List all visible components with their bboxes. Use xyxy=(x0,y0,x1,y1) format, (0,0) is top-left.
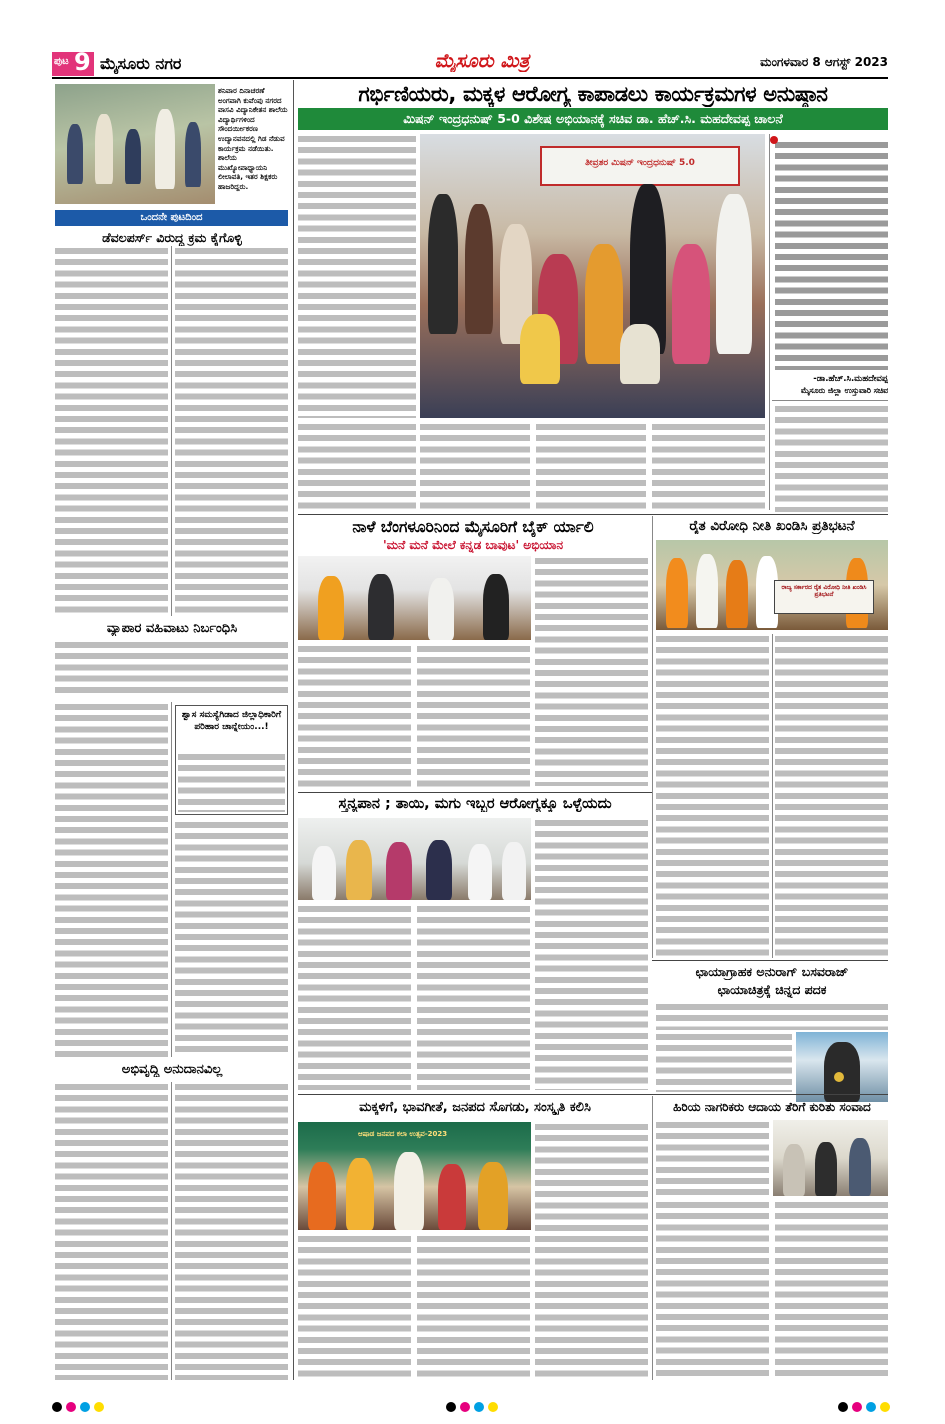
lead-intro-body xyxy=(298,134,416,418)
bike-rally-headline: ನಾಳೆ ಬೆಂಗಳೂರಿನಿಂದ ಮೈಸೂರಿಗೆ ಬೈಕ್ ರ್ಯಾಲಿ xyxy=(352,518,594,536)
left-story-2-body-col1 xyxy=(55,702,168,1057)
left-story-2-body-col2 xyxy=(175,820,288,1057)
registration-marks-center xyxy=(446,1402,498,1412)
left-story-2-body xyxy=(55,640,288,698)
bike-rally-body-col3 xyxy=(535,556,648,786)
registration-dot xyxy=(852,1402,862,1412)
left-headline-3: ಅಭಿವೃದ್ಧಿ ಅನುದಾನವಿಲ್ಲ xyxy=(121,1062,223,1077)
left-story-3-body-col1 xyxy=(55,1082,168,1380)
section-title: ಮೈಸೂರು ನಗರ xyxy=(100,54,182,73)
quote-signature: -ಡಾ.ಹೆಚ್.ಸಿ.ಮಹದೇವಪ್ಪ xyxy=(813,374,888,384)
breastfeeding-body-col3 xyxy=(535,818,648,1090)
children-event-banner: ಆಷಾಡ ಜನಪದ ಕಲಾ ಉತ್ಸವ-2023 xyxy=(358,1130,448,1138)
left-story-1-body xyxy=(55,246,168,616)
farmer-protest-photo xyxy=(656,540,888,630)
school-photo-caption: ಶನಿವಾರ ದಿನಾಚರಣೆ ಅಂಗವಾಗಿ ಕುವೆಂಪು ನಗರದ ವಾಸವಿ ವಿದ್ಯಾನಿಕೇತನ ಶಾಲೆಯ ವಿದ್ಯಾರ್ಥಿಗಳಿಂದ ಸೌಂದರ್ಯೀಕರಣ ಉದ್ಯಾನವನದಲ್ಲಿ ಗಿಡ ನೆಡುವ ಕಾರ್ಯಕ್ರಮ ನಡೆಯಿತು. ಶಾಲೆಯ ಮುಖ್ಯೋಪಾಧ್ಯಾಯನಿ ಲೀಲಾವತಿ, ಇತರ ಶಿಕ್ಷಕರು ಹಾಜರಿದ್ದರು. xyxy=(218,86,288,191)
children-event-body-col3 xyxy=(535,1122,648,1380)
registration-dot xyxy=(880,1402,890,1412)
senior-citizens-headline: ಹಿರಿಯ ನಾಗರಿಕರು ಆದಾಯ ತೆರಿಗೆ ಕುರಿತು ಸಂವಾದ xyxy=(673,1100,871,1114)
registration-dot xyxy=(66,1402,76,1412)
lead-photo xyxy=(420,134,765,418)
children-event-headline: ಮಕ್ಕಳಿಗೆ, ಭಾವಗೀತೆ, ಜನಪದ ಸೊಗಡು, ಸಂಸ್ಕೃತಿ ಕಲಿಸಿ xyxy=(359,1100,591,1115)
farmer-protest-body-col1 xyxy=(656,634,769,958)
farmer-protest-body-col2 xyxy=(775,634,888,958)
farmer-protest-banner: ರಾಜ್ಯ ಸರ್ಕಾರದ ರೈತ ವಿರೋಧಿ ನೀತಿ ಖಂಡಿಸಿ ಪ್ರತಿಭಟನೆ xyxy=(781,584,867,598)
children-event-body-col1 xyxy=(298,1234,411,1380)
page-number: 9 xyxy=(74,48,91,76)
breastfeeding-body-col2 xyxy=(417,904,530,1090)
photographer-headline-2: ಛಾಯಾಚಿತ್ರಕ್ಕೆ ಚಿನ್ನದ ಪದಕ xyxy=(717,982,827,997)
lead-body-col4 xyxy=(652,422,765,512)
registration-dot xyxy=(446,1402,456,1412)
registration-dot xyxy=(94,1402,104,1412)
registration-dot xyxy=(460,1402,470,1412)
photographer-body-col1 xyxy=(656,1032,792,1092)
registration-dot xyxy=(474,1402,484,1412)
inset-box-title: ಶ್ವಾಸ ಸಮಸ್ಯೆಗಿಡಾದ ಜಿಲ್ಲಾಧಿಕಾರಿಗೆ ಪರಿಹಾರ ಚಾನ್ನೇಯಂ...! xyxy=(181,710,282,732)
left-story-3-body-col2 xyxy=(175,1082,288,1380)
registration-dot xyxy=(866,1402,876,1412)
left-headline-1: ಡೆವಲಪರ್ಸ್ ವಿರುದ್ಧ ಕ್ರಮ ಕೈಗೊಳ್ಳಿ xyxy=(102,230,242,245)
senior-citizens-body-col3 xyxy=(775,1200,888,1380)
quote-mark-icon xyxy=(770,136,778,144)
photographer-headline-1: ಛಾಯಾಗ್ರಾಹಕ ಅನುರಾಗ್ ಬಸವರಾಜ್ xyxy=(695,964,849,979)
bike-rally-tagline: 'ಮನೆ ಮನೆ ಮೇಲೆ ಕನ್ನಡ ಬಾವುಟ' ಅಭಿಯಾನ xyxy=(382,538,564,552)
lead-quote-body xyxy=(775,140,888,370)
children-event-photo xyxy=(298,1122,531,1230)
photographer-body xyxy=(656,1002,888,1030)
lead-headline: ಗರ್ಭಿಣಿಯರು, ಮಕ್ಕಳ ಆರೋಗ್ಯ ಕಾಪಾಡಲು ಕಾರ್ಯಕ್ರಮಗಳ ಅನುಷ್ಠಾನ xyxy=(358,82,828,106)
bike-rally-photo xyxy=(298,556,531,640)
registration-dot xyxy=(838,1402,848,1412)
lead-body-col2 xyxy=(420,422,530,512)
registration-marks-right xyxy=(838,1402,890,1412)
farmer-protest-headline: ರೈತ ವಿರೋಧಿ ನೀತಿ ಖಂಡಿಸಿ ಪ್ರತಿಭಟನೆ xyxy=(689,518,855,534)
senior-citizens-photo xyxy=(773,1120,888,1196)
lead-photo-banner-text: ತೀವ್ರತರ ಮಿಷನ್ ಇಂದ್ರಧನುಷ್ 5.0 xyxy=(585,158,695,168)
left-story-1-body-col2 xyxy=(175,246,288,616)
registration-dot xyxy=(80,1402,90,1412)
lead-body-col5 xyxy=(775,404,888,512)
breastfeeding-body-col1 xyxy=(298,904,411,1090)
page-prefix: ಪುಟ xyxy=(54,56,69,67)
children-event-body-col2 xyxy=(417,1234,530,1380)
continued-from-front-label: ಒಂದನೇ ಪುಟದಿಂದ xyxy=(55,210,288,226)
masthead: ಮೈಸೂರು ಮಿತ್ರ xyxy=(434,50,530,72)
inset-box-body xyxy=(178,752,285,812)
lead-subhead: ಮಿಷನ್ ಇಂದ್ರಧನುಷ್ 5-0 ವಿಶೇಷ ಅಭಿಯಾನಕ್ಕೆ ಸಚಿವ ಡಾ. ಹೆಚ್.ಸಿ. ಮಹದೇವಪ್ಪ ಚಾಲನೆ xyxy=(298,108,888,130)
medal-icon xyxy=(834,1072,844,1082)
school-photo xyxy=(55,84,215,204)
breastfeeding-photo xyxy=(298,818,531,900)
quote-role: ಮೈಸೂರು ಜಿಲ್ಲಾ ಉಸ್ತುವಾರಿ ಸಚಿವ xyxy=(800,386,888,395)
issue-date: ಮಂಗಳವಾರ 8 ಆಗಸ್ಟ್ 2023 xyxy=(760,55,888,69)
bike-rally-body-col1 xyxy=(298,644,411,790)
registration-dot xyxy=(52,1402,62,1412)
registration-marks-left xyxy=(52,1402,104,1412)
left-headline-2: ವ್ಯಾಪಾರ ವಹಿವಾಟು ನಿರ್ಬಂಧಿಸಿ xyxy=(106,621,238,636)
lead-body-col1 xyxy=(298,422,416,512)
lead-body-col3 xyxy=(536,422,646,512)
bike-rally-body-col2 xyxy=(417,644,530,790)
senior-citizens-body-col2 xyxy=(656,1200,769,1380)
breastfeeding-headline: ಸ್ತನ್ಯಪಾನ ; ತಾಯಿ, ಮಗು ಇಬ್ಬರ ಆರೋಗ್ಯಕ್ಕೂ ಒಳ್ಳೆಯದು xyxy=(338,796,612,812)
senior-citizens-body-col1 xyxy=(656,1120,769,1196)
header-rule xyxy=(52,77,888,79)
photographer-photo xyxy=(796,1032,888,1102)
registration-dot xyxy=(488,1402,498,1412)
